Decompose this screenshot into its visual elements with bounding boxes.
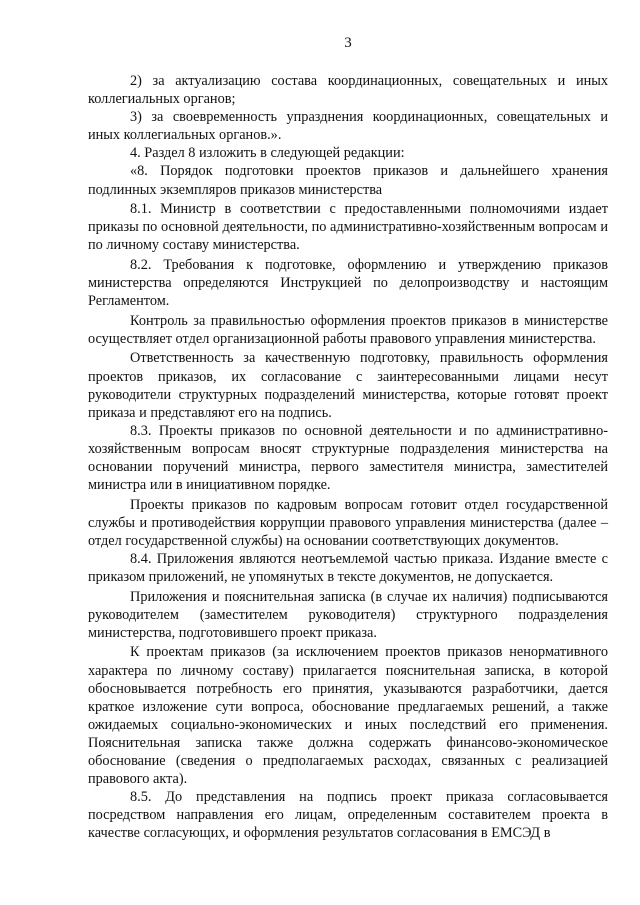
paragraph: 4. Раздел 8 изложить в следующей редакции: <box>130 145 405 162</box>
paragraph: 8.3. Проекты приказов по основной деятельности и по административно-хозяйственным вопросам вносят структурные подразделения министерства на основании поручений министра, первого заместителя министра, заместителей министра или в инициативном порядке. <box>88 422 608 494</box>
paragraph: 8.5. До представления на подпись проект приказа согласовывается посредством направления его лицам, определенным составителем проекта в качестве согласующих, и оформления результатов согласования в ЕМСЭД в <box>88 789 608 842</box>
section-heading: «8. Порядок подготовки проектов приказов и дальнейшего хранения подлинных экземпляров приказов министерства <box>88 163 608 198</box>
paragraph: 8.1. Министр в соответствии с предоставленными полномочиями издает приказы по основной деятельности, по административно-хозяйственным вопросам и по личному составу министерства. <box>88 201 608 254</box>
paragraph: Ответственность за качественную подготовку, правильность оформления проектов приказов, их согласование с заинтересованными лицами несут руководители структурных подразделений министерства, которые готовят проект приказа и представляют его на подпись. <box>88 350 608 421</box>
paragraph: К проектам приказов (за исключением проектов приказов ненормативного характера по личному составу) прилагается пояснительная записка, в которой обосновывается потребность его принятия, указываются разработчики, дается краткое изложение сути вопроса, обоснование предлагаемых решений, а также ожидаемых социально-экономических и иных последствий его применения. Пояснительная записка также должна содержать финансово-экономическое обоснование (сведения о предполагаемых расходах, связанных с реализацией правового акта). <box>88 644 608 788</box>
paragraph: 8.2. Требования к подготовке, оформлению и утверждению приказов министерства определяются Инструкцией по делопроизводству и настоящим Регламентом. <box>88 256 608 310</box>
paragraph: Проекты приказов по кадровым вопросам готовит отдел государственной службы и противодействия коррупции правового управления министерства (далее – отдел государственной службы) на основании соответствующих документов. <box>88 496 608 549</box>
document-body <box>88 72 608 842</box>
paragraph: Контроль за правильностью оформления проектов приказов в министерстве осуществляет отдел организационной работы правового управления министерства. <box>88 312 608 347</box>
paragraph: Приложения и пояснительная записка (в случае их наличия) подписываются руководителем (заместителем руководителя) структурного подразделения министерства, подготовившего проект приказа. <box>88 588 608 641</box>
paragraph: 3) за своевременность упразднения координационных, совещательных и иных коллегиальных органов.». <box>88 109 608 144</box>
page-number: 3 <box>344 35 352 51</box>
paragraph: 2) за актуализацию состава координационных, совещательных и иных коллегиальных органов; <box>88 73 608 108</box>
paragraph: 8.4. Приложения являются неотъемлемой частью приказа. Издание вместе с приказом приложений, не упомянутых в тексте документов, не допускается. <box>88 550 608 586</box>
